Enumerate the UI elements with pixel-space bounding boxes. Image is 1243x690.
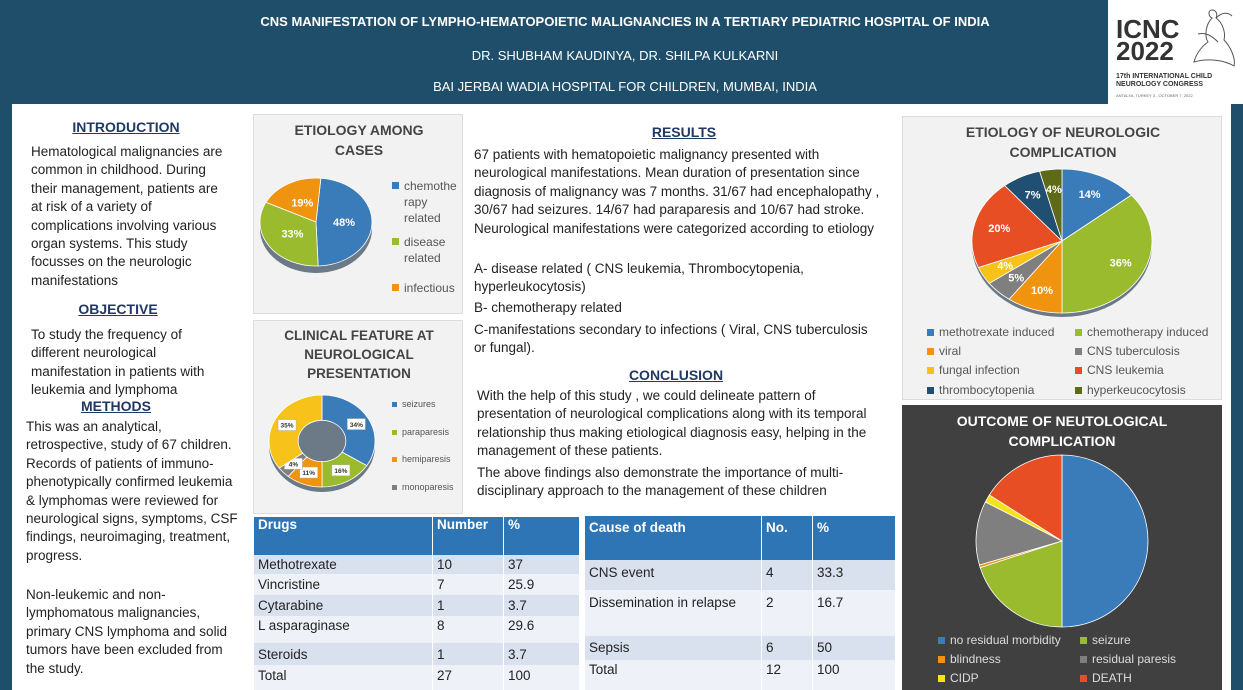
results-a: A- disease related ( CNS leukemia, Thrombocytopenia, hyperleukocytosis): [474, 261, 804, 295]
outcome-pie: [974, 453, 1150, 629]
cell: 100: [813, 660, 896, 690]
legend-swatch: [1075, 367, 1082, 374]
etiology-cases-legend: [392, 178, 464, 296]
legend-swatch: [1080, 656, 1087, 663]
cell: 1: [433, 595, 504, 616]
legend-swatch: [1075, 348, 1082, 355]
data-label: 11%: [302, 470, 316, 478]
legend-label: monoparesis: [402, 481, 454, 492]
legend-label: CIDP: [950, 671, 979, 686]
cell: 3.7: [504, 643, 580, 665]
chart-title: OUTCOME OF NEUTOLOGICAL COMPLICATION: [956, 413, 1168, 449]
cell: L asparaginase: [254, 616, 433, 643]
legend-item: [392, 280, 464, 296]
table-row: [585, 636, 896, 660]
table-header-row: [254, 517, 580, 555]
icnc-logo: [1108, 0, 1243, 104]
legend-swatch: [927, 348, 934, 355]
legend-line: related: [404, 211, 441, 225]
legend-swatch: [392, 485, 397, 490]
data-label: 4%: [997, 260, 1014, 273]
legend-swatch: [392, 430, 397, 435]
legend-line: related: [404, 251, 441, 265]
percent-header: %: [504, 517, 580, 555]
results-c: C-manifestations secondary to infections ( Viral, CNS tuberculosis or fungal).: [474, 322, 868, 356]
legend-line: disease: [404, 235, 446, 249]
legend-label: no residual morbidity: [950, 633, 1061, 647]
cell: 10: [433, 555, 504, 574]
legend-swatch: [927, 367, 934, 374]
cell: CNS event: [585, 560, 762, 590]
data-label: 34%: [349, 421, 363, 429]
legend-swatch: [392, 284, 399, 291]
institution: BAI JERBAI WADIA HOSPITAL FOR CHILDREN, MUMBAI, INDIA: [433, 79, 817, 94]
clinical-feature-legend: [392, 391, 464, 501]
legend-item: [927, 361, 1075, 380]
cell: Sepsis: [585, 636, 762, 660]
cell: 7: [433, 574, 504, 595]
data-label: 16%: [334, 467, 348, 475]
data-label: 5%: [1008, 272, 1025, 285]
legend-item: [392, 234, 464, 266]
cell: 33.3: [813, 560, 896, 590]
data-label: 19%: [291, 197, 314, 210]
cell: Dissemination in relapse: [585, 590, 762, 636]
table-header-row: [585, 516, 896, 560]
cell: 2: [762, 590, 813, 636]
legend-swatch: [927, 387, 934, 394]
objective-text: To study the frequency of different neurological manifestation in patients with leukemia and lymphoma: [31, 327, 205, 398]
legend-swatch: [392, 238, 399, 245]
poster-title: CNS MANIFESTATION OF LYMPHO-HEMATOPOIETIC MALIGNANCIES IN A TERTIARY PEDIATRIC HOSPITAL OF INDIA: [260, 14, 990, 29]
table-row: [254, 595, 580, 616]
legend-item: [1075, 342, 1223, 361]
data-label: 10%: [1030, 284, 1053, 297]
methods-text: This was an analytical, retrospective, study of 67 children. Records of patients of immuno-phenotypically confirmed leukemia & lymphomas were reviewed for neurological signs, symptoms, CSF findings, neuroimaging, treatment, progress.: [26, 419, 238, 563]
cell: 1: [433, 643, 504, 665]
cell: 37: [504, 555, 580, 574]
legend-label: residual paresis: [1092, 652, 1177, 667]
legend-label: [392, 280, 464, 296]
legend-label: viral: [939, 344, 962, 359]
legend-swatch: [392, 182, 399, 189]
data-label: 35%: [280, 422, 294, 430]
legend-item: [927, 381, 1075, 400]
legend-label: DEATH: [1092, 671, 1132, 686]
cell: 12: [762, 660, 813, 690]
outcome-legend: [938, 631, 1222, 689]
cell: 3.7: [504, 595, 580, 616]
data-label: 33%: [281, 228, 304, 241]
drugs-header: Drugs: [254, 517, 433, 555]
neurologic-etiology-chart: [902, 116, 1222, 400]
legend-item: [1080, 669, 1222, 688]
legend-line: chemothe: [404, 179, 457, 193]
legend-swatch: [927, 329, 934, 336]
legend-item: [927, 323, 1075, 342]
dervish-icon: [1186, 4, 1238, 70]
legend-label: paraparesis: [402, 426, 450, 437]
etiology-cases-chart: [253, 114, 463, 314]
etiology-cases-pie: [258, 177, 388, 287]
table-row: [585, 560, 896, 590]
table-row: [585, 660, 896, 690]
legend-swatch: [938, 637, 945, 644]
legend-swatch: [392, 402, 397, 407]
cell: Cytarabine: [254, 595, 433, 616]
neurologic-etiology-pie: [967, 165, 1157, 325]
table-row: [254, 616, 580, 643]
logo-name: ICNC: [1116, 14, 1180, 44]
legend-item: [392, 474, 464, 502]
data-label: 20%: [988, 222, 1011, 235]
death-table: [584, 516, 895, 690]
legend-label: hemiparesis: [402, 454, 451, 464]
methods-exclusion: Non-leukemic and non-lymphomatous malignancies, primary CNS lymphoma and solid tumors have been excluded from the study.: [26, 587, 228, 676]
cell: Methotrexate: [254, 555, 433, 574]
results-text: 67 patients with hematopoietic malignancy presented with neurological manifestations. Mean duration of presentation since diagnosis of malignancy was 7 months. 31/67 had encephalopathy , 30/67 had seizures. 14/67 had paraparesis and 10/67 had stroke. Neurological manifestations were categorized according to etiology: [474, 147, 880, 236]
results-heading: RESULTS: [651, 124, 717, 140]
outcome-chart: [902, 405, 1222, 690]
legend-item: [1075, 323, 1223, 342]
legend-item: [392, 391, 464, 419]
legend-swatch: [392, 457, 397, 462]
legend-swatch: [1075, 329, 1082, 336]
legend-label: methotrexate induced: [939, 325, 1055, 339]
cell: 16.7: [813, 590, 896, 636]
intro-heading: INTRODUCTION: [72, 119, 180, 135]
logo-year: 2022: [1116, 36, 1174, 66]
legend-label: thrombocytopenia: [939, 382, 1035, 397]
legend-item: [392, 178, 464, 226]
legend-label: seizure: [1092, 633, 1131, 647]
cell: 100: [504, 665, 580, 690]
legend-swatch: [1075, 387, 1082, 394]
data-label: 4%: [288, 461, 299, 469]
objective-heading: OBJECTIVE: [78, 301, 158, 317]
cell: 27: [433, 665, 504, 690]
data-label: 48%: [332, 217, 356, 230]
legend-line: infectious: [404, 281, 455, 295]
clinical-feature-donut: [264, 391, 382, 499]
legend-label: hyperkeucocytosis: [1087, 382, 1186, 397]
legend-item: [392, 419, 464, 447]
cell: Steroids: [254, 643, 433, 665]
table-row: [254, 643, 580, 665]
legend-label: chemotherapy induced: [1087, 325, 1209, 339]
data-label: 7%: [1024, 189, 1041, 202]
conclusion-text: With the help of this study , we could delineate pattern of presentation of neurological complications along with its temporal relationship thus making etiological diagnosis easy, helping in the management of these patients.: [477, 388, 867, 459]
legend-item: [938, 650, 1080, 669]
cell: 8: [433, 616, 504, 643]
table-row: [585, 590, 896, 636]
legend-label: fungal infection: [939, 363, 1020, 378]
legend-item: [1080, 650, 1222, 669]
data-label: 36%: [1109, 257, 1132, 270]
chart-title: ETIOLOGY OF NEUROLOGIC COMPLICATION: [965, 124, 1161, 160]
legend-line: rapy: [404, 195, 428, 209]
chart-title: [254, 120, 464, 160]
cell: 4: [762, 560, 813, 590]
neurologic-etiology-legend: [927, 323, 1223, 400]
methods-heading: METHODS: [81, 398, 151, 414]
cell: 50: [813, 636, 896, 660]
logo-small: ANTALYA, TURKEY 3 - OCTOBER 7, 2022: [1116, 93, 1193, 98]
legend-swatch: [938, 675, 945, 682]
cell: 25.9: [504, 574, 580, 595]
legend-label: CNS tuberculosis: [1087, 344, 1180, 359]
number-header: Number: [433, 517, 504, 555]
legend-swatch: [1080, 637, 1087, 644]
legend-label: [392, 234, 464, 266]
chart-title: CLINICAL FEATURE AT NEUROLOGICAL PRESENTATION: [284, 328, 434, 381]
legend-swatch: [938, 656, 945, 663]
legend-item: [1080, 631, 1222, 650]
results-b: B- chemotherapy related: [474, 300, 622, 315]
legend-label: [392, 178, 464, 226]
table-row: [254, 574, 580, 595]
cell: Vincristine: [254, 574, 433, 595]
legend-item: [392, 446, 464, 474]
conclusion-text-2: The above findings also demonstrate the importance of multi-disciplinary approach to the management of these children: [477, 465, 844, 499]
legend-item: [1075, 381, 1223, 400]
legend-swatch: [1080, 675, 1087, 682]
cell: Total: [585, 660, 762, 690]
data-label: 4%: [1045, 184, 1062, 197]
legend-label: seizures: [402, 399, 436, 409]
authors: DR. SHUBHAM KAUDINYA, DR. SHILPA KULKARNI: [471, 48, 779, 63]
clinical-feature-chart: [253, 320, 463, 514]
legend-item: [938, 631, 1080, 650]
cell: 29.6: [504, 616, 580, 643]
chart-title-text: ETIOLOGY AMONG CASES: [294, 122, 424, 158]
intro-text: Hematological malignancies are common in childhood. During their management, patients are at risk of a variety of complications involving various organ systems. This study focusses on the neurologic manifestations: [31, 144, 223, 288]
pie-slice-no-residual-morbidity: [1062, 455, 1148, 627]
cell: Total: [254, 665, 433, 690]
data-label: 14%: [1078, 188, 1101, 201]
legend-item: [938, 669, 1080, 688]
legend-item: [1075, 361, 1223, 380]
no-header: No.: [762, 516, 813, 560]
drugs-table: [253, 517, 579, 690]
legend-label: CNS leukemia: [1087, 363, 1164, 378]
table-row: [254, 665, 580, 690]
legend-item: [927, 342, 1075, 361]
percent-header: %: [813, 516, 896, 560]
table-row: [254, 555, 580, 574]
cause-header: Cause of death: [585, 516, 762, 560]
conclusion-heading: CONCLUSION: [628, 367, 724, 383]
logo-subtitle: 17th INTERNATIONAL CHILD NEUROLOGY CONGRESS: [1116, 73, 1213, 88]
legend-label: blindness: [950, 652, 1001, 667]
cell: 6: [762, 636, 813, 660]
